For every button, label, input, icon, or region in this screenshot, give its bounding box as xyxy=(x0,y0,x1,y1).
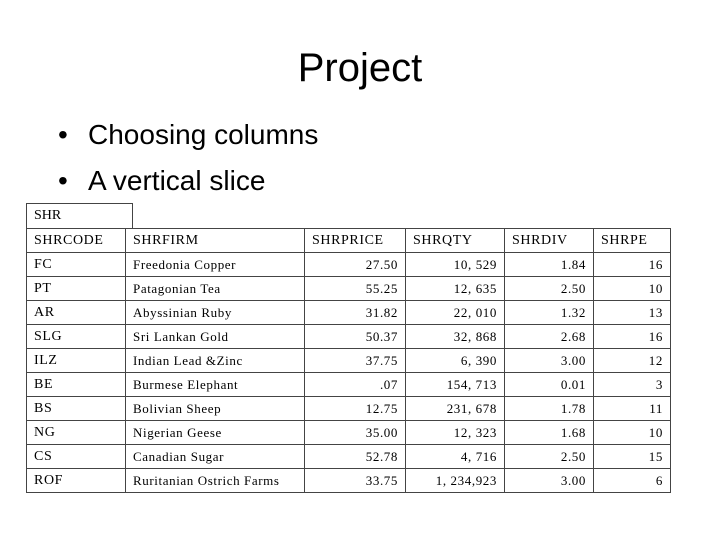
table-row xyxy=(27,397,671,421)
table-cell: NG xyxy=(27,421,126,445)
table-cell: 13 xyxy=(594,301,671,325)
table-cell: 12, 635 xyxy=(406,277,505,301)
table-cell: Ruritanian Ostrich Farms xyxy=(126,469,305,493)
header-cell: SHRPE xyxy=(594,229,671,253)
bullet-text: A vertical slice xyxy=(88,165,266,196)
table-cell: 3.00 xyxy=(505,469,594,493)
table-row xyxy=(27,301,671,325)
table-cell: 231, 678 xyxy=(406,397,505,421)
table-cell: SLG xyxy=(27,325,126,349)
table-cell: 10 xyxy=(594,277,671,301)
table-row xyxy=(27,325,671,349)
table-cell: 1.32 xyxy=(505,301,594,325)
table-cell: 1.78 xyxy=(505,397,594,421)
header-cell: SHRPRICE xyxy=(305,229,406,253)
table-cell: 33.75 xyxy=(305,469,406,493)
table-cell: 3 xyxy=(594,373,671,397)
table-cell: .07 xyxy=(305,373,406,397)
table-cell: 15 xyxy=(594,445,671,469)
bullet-dot: • xyxy=(58,165,68,196)
table-cell: 16 xyxy=(594,253,671,277)
table-cell: Patagonian Tea xyxy=(126,277,305,301)
table-cell: 10 xyxy=(594,421,671,445)
table-cell: 2.68 xyxy=(505,325,594,349)
bullet-dot: • xyxy=(58,119,68,150)
header-cell: SHRQTY xyxy=(406,229,505,253)
table-cell: 12 xyxy=(594,349,671,373)
table-cell: 2.50 xyxy=(505,277,594,301)
table-cell: 11 xyxy=(594,397,671,421)
shr-table-figure xyxy=(26,203,671,493)
table-cell: 0.01 xyxy=(505,373,594,397)
table-row xyxy=(27,469,671,493)
table-cell: 1.68 xyxy=(505,421,594,445)
table-cell: 16 xyxy=(594,325,671,349)
table-row xyxy=(27,445,671,469)
header-cell: SHRDIV xyxy=(505,229,594,253)
table-cell: Bolivian Sheep xyxy=(126,397,305,421)
bullet-text: Choosing columns xyxy=(88,119,319,150)
header-row xyxy=(27,229,671,253)
table-cell: PT xyxy=(27,277,126,301)
table-cell: 50.37 xyxy=(305,325,406,349)
table-cell: 1.84 xyxy=(505,253,594,277)
table-cell: CS xyxy=(27,445,126,469)
table-row xyxy=(27,277,671,301)
table-cell: 32, 868 xyxy=(406,325,505,349)
table-cell: 4, 716 xyxy=(406,445,505,469)
table-name: SHR xyxy=(26,203,133,228)
table-row xyxy=(27,373,671,397)
slide-title: Project xyxy=(297,46,423,90)
table-cell: 2.50 xyxy=(505,445,594,469)
table-cell: 6, 390 xyxy=(406,349,505,373)
table-cell: 1, 234,923 xyxy=(406,469,505,493)
table-cell: 35.00 xyxy=(305,421,406,445)
shr-table xyxy=(26,228,671,493)
table-cell: 37.75 xyxy=(305,349,406,373)
table-cell: 31.82 xyxy=(305,301,406,325)
table-cell: 12.75 xyxy=(305,397,406,421)
header-cell: SHRCODE xyxy=(27,229,126,253)
table-cell: 6 xyxy=(594,469,671,493)
table-cell: 27.50 xyxy=(305,253,406,277)
table-cell: 55.25 xyxy=(305,277,406,301)
header-cell: SHRFIRM xyxy=(126,229,305,253)
table-row xyxy=(27,421,671,445)
table-cell: Burmese Elephant xyxy=(126,373,305,397)
table-row xyxy=(27,253,671,277)
bullet-item xyxy=(58,158,318,204)
table-cell: Freedonia Copper xyxy=(126,253,305,277)
table-cell: 154, 713 xyxy=(406,373,505,397)
table-cell: AR xyxy=(27,301,126,325)
table-cell: 10, 529 xyxy=(406,253,505,277)
table-cell: BS xyxy=(27,397,126,421)
table-cell: ILZ xyxy=(27,349,126,373)
bullet-list xyxy=(58,112,318,204)
table-cell: Indian Lead &Zinc xyxy=(126,349,305,373)
table-cell: BE xyxy=(27,373,126,397)
table-cell: 52.78 xyxy=(305,445,406,469)
table-cell: FC xyxy=(27,253,126,277)
table-cell: ROF xyxy=(27,469,126,493)
table-cell: Canadian Sugar xyxy=(126,445,305,469)
table-cell: 3.00 xyxy=(505,349,594,373)
bullet-item xyxy=(58,112,318,158)
table-cell: 12, 323 xyxy=(406,421,505,445)
table-cell: 22, 010 xyxy=(406,301,505,325)
table-cell: Abyssinian Ruby xyxy=(126,301,305,325)
table-cell: Sri Lankan Gold xyxy=(126,325,305,349)
table-cell: Nigerian Geese xyxy=(126,421,305,445)
table-row xyxy=(27,349,671,373)
